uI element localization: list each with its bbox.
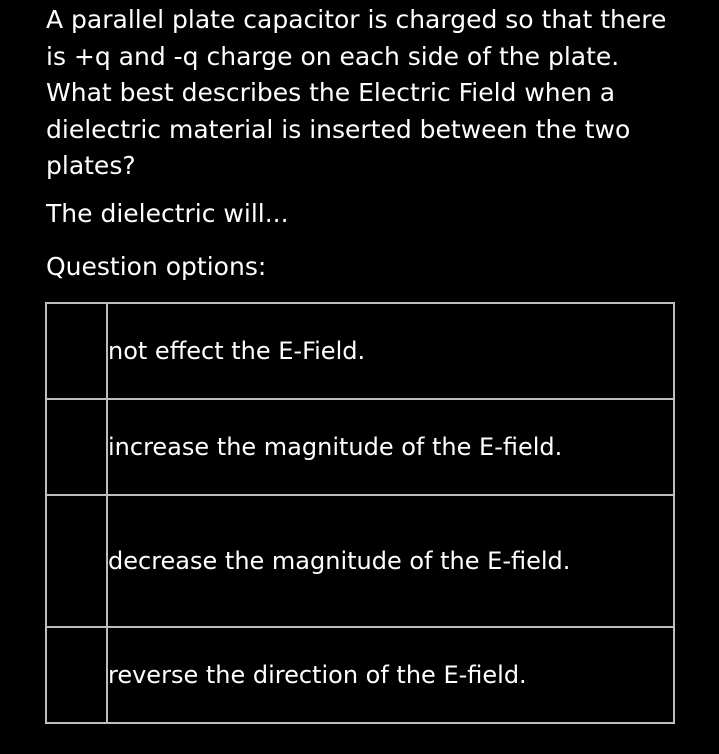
options-table — [45, 302, 675, 724]
question-prompt: The dielectric will... — [46, 199, 289, 228]
option-3-text-cell[interactable] — [107, 495, 674, 627]
option-1-text-cell[interactable] — [107, 303, 674, 399]
option-1-select-cell[interactable] — [46, 303, 107, 399]
option-4-label: reverse the direction of the E-field. — [108, 661, 527, 689]
option-3-select-cell[interactable] — [46, 495, 107, 627]
option-row-4[interactable] — [46, 627, 674, 723]
options-heading: Question options: — [46, 252, 267, 281]
option-1-label: not effect the E-Field. — [108, 337, 366, 365]
option-2-text-cell[interactable] — [107, 399, 674, 495]
option-row-1[interactable] — [46, 303, 674, 399]
option-3-label: decrease the magnitude of the E-field. — [108, 547, 571, 575]
option-2-label: increase the magnitude of the E-field. — [108, 433, 563, 461]
option-2-select-cell[interactable] — [46, 399, 107, 495]
question-text: A parallel plate capacitor is charged so that there is +q and -q charge on each side of the plate. What best describes the Electric Field when a dielectric material is inserted between the two plates? — [46, 5, 667, 180]
option-row-2[interactable] — [46, 399, 674, 495]
option-4-select-cell[interactable] — [46, 627, 107, 723]
option-row-3[interactable] — [46, 495, 674, 627]
option-4-text-cell[interactable] — [107, 627, 674, 723]
